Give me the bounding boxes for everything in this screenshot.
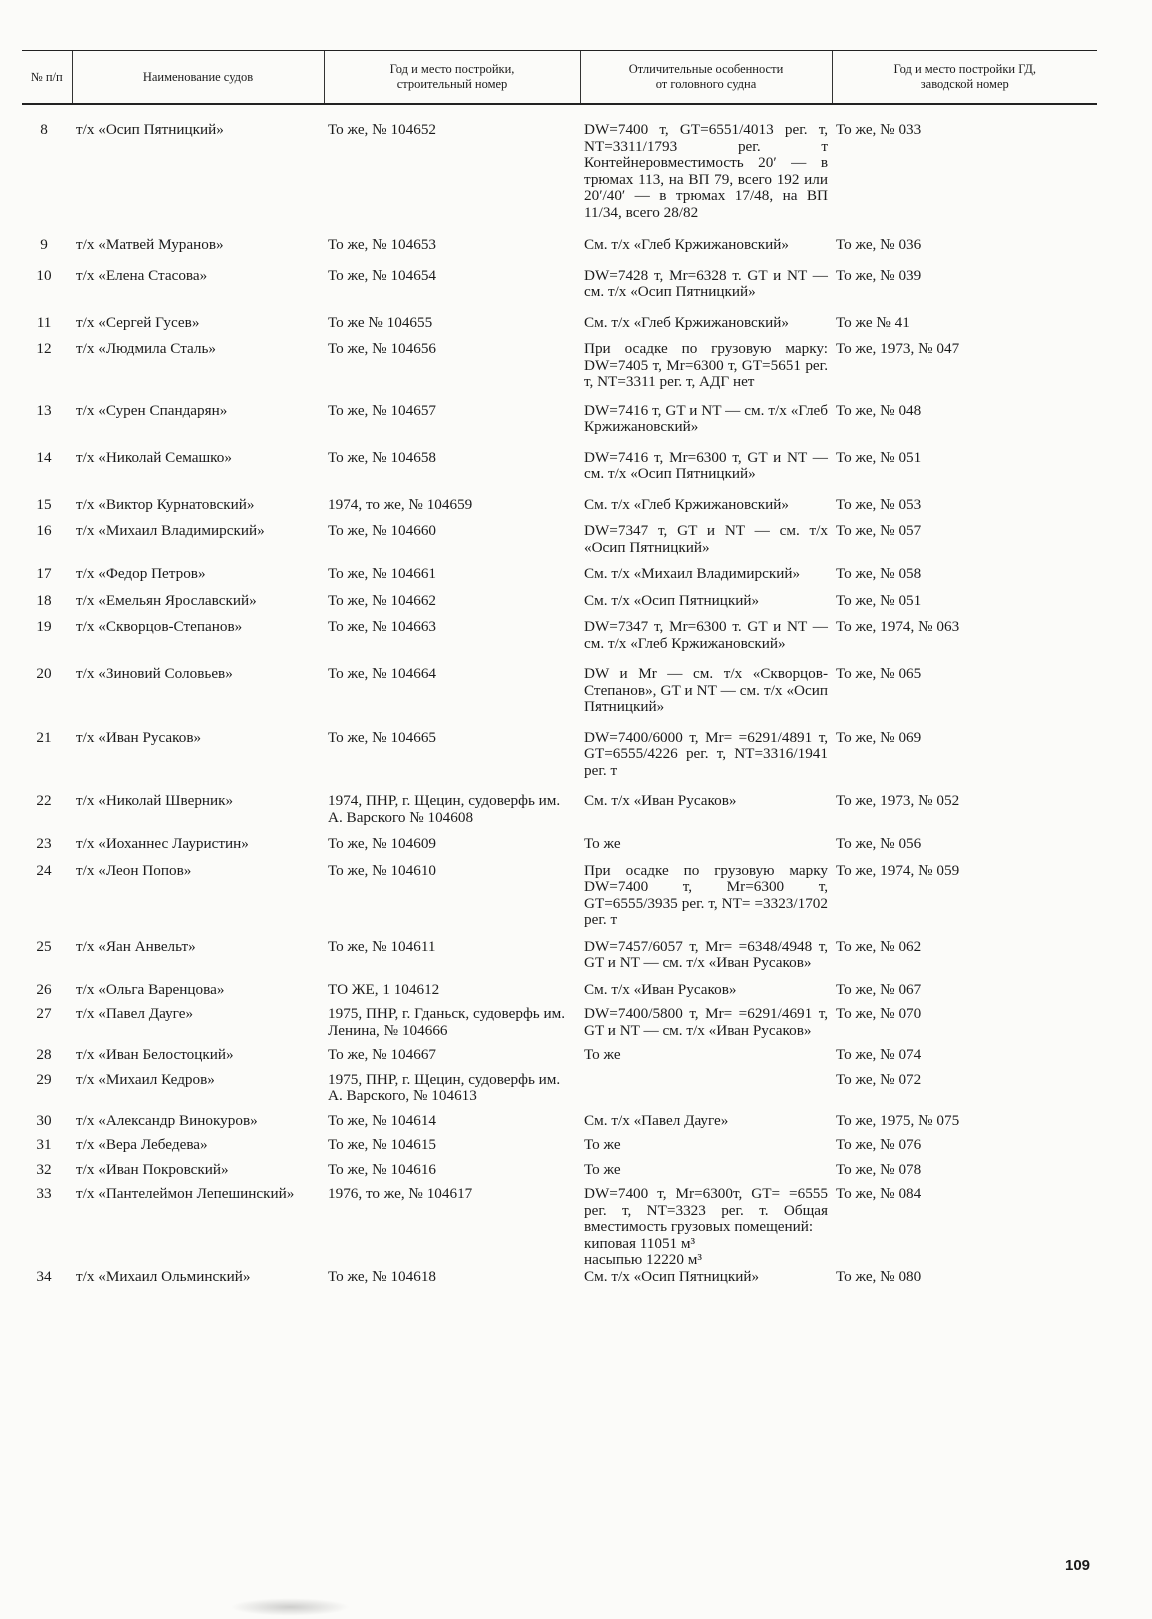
engine-build: То же, № 062 xyxy=(836,937,922,955)
build-year-place: То же, № 104664 xyxy=(328,665,437,682)
row-number: 19 xyxy=(36,618,52,635)
ship-name: т/х «Николай Шверник» xyxy=(76,792,234,809)
build-year-place: То же, № 104654 xyxy=(328,266,437,284)
header-distinctive-features: Отличительные особенности от головного судна xyxy=(580,51,832,105)
ship-name: т/х «Вера Лебедева» xyxy=(76,1136,208,1153)
row-number: 21 xyxy=(36,728,52,746)
distinctive-features: См. т/х «Глеб Кржижановский» xyxy=(584,236,790,253)
engine-build: То же, № 036 xyxy=(836,236,922,253)
distinctive-features: DW=7457/6057 т, Mr= =6348/4948 т, GT и NT — см. т/х «Иван Русаков» xyxy=(584,937,828,971)
row-number: 31 xyxy=(36,1136,52,1153)
row-number: 9 xyxy=(40,236,48,253)
distinctive-features: При осадке по грузовую марку DW=7400 т, Mr=6300 т, GT=6555/3935 рег. т, NT= =3323/1702 рег. т xyxy=(584,861,828,928)
row-number: 29 xyxy=(36,1070,52,1088)
table-row xyxy=(22,793,1097,836)
ship-name: т/х «Сурен Спандарян» xyxy=(76,401,228,419)
engine-build: То же, 1973, № 047 xyxy=(836,340,960,357)
build-year-place: То же, № 104665 xyxy=(328,728,437,746)
table-row xyxy=(22,315,1097,342)
row-number: 11 xyxy=(36,313,52,331)
engine-build: То же, № 065 xyxy=(836,665,922,682)
build-year-place: То же, № 104616 xyxy=(328,1160,437,1178)
distinctive-features: DW=7400/5800 т, Mr= =6291/4691 т, GT и NT — см. т/х «Иван Русаков» xyxy=(584,1005,828,1039)
header-engine-build: Год и место постройки ГД, заводской номер xyxy=(832,51,1097,105)
engine-build: То же, № 074 xyxy=(836,1046,922,1063)
ship-name: т/х «Осип Пятницкий» xyxy=(76,121,224,138)
table-row xyxy=(22,237,1097,268)
row-number: 32 xyxy=(36,1160,52,1178)
row-number: 26 xyxy=(36,980,52,998)
engine-build: То же, № 070 xyxy=(836,1005,922,1022)
row-number: 24 xyxy=(36,861,52,879)
row-number: 20 xyxy=(36,665,52,682)
table-row xyxy=(22,730,1097,794)
ship-name: т/х «Павел Дауге» xyxy=(76,1005,194,1022)
ship-name: т/х «Пантелеймон Лепешинский» xyxy=(76,1185,295,1202)
build-year-place: То же, № 104618 xyxy=(328,1267,437,1285)
build-year-place: То же, № 104661 xyxy=(328,565,437,582)
ship-name: т/х «Ольга Варенцова» xyxy=(76,980,225,998)
table-row xyxy=(22,1137,1097,1162)
distinctive-features xyxy=(580,1072,832,1113)
engine-build: То же № 41 xyxy=(836,313,910,331)
table-row xyxy=(22,619,1097,666)
build-year-place: То же, № 104610 xyxy=(328,861,437,879)
row-number: 25 xyxy=(36,937,52,955)
ship-name: т/х «Николай Семашко» xyxy=(76,448,232,466)
table-row xyxy=(22,593,1097,620)
ship-name: т/х «Зиновий Соловьев» xyxy=(76,665,233,682)
table-row xyxy=(22,1113,1097,1138)
distinctive-features: См. т/х «Осип Пятницкий» xyxy=(584,591,760,609)
row-number: 18 xyxy=(36,591,52,609)
engine-build: То же, № 072 xyxy=(836,1070,922,1088)
distinctive-features: См. т/х «Иван Русаков» xyxy=(584,792,737,809)
page-number: 109 xyxy=(1065,1557,1091,1574)
ship-name: т/х «Иван Русаков» xyxy=(76,728,202,746)
distinctive-features: См. т/х «Глеб Кржижановский» xyxy=(584,313,790,331)
row-number: 15 xyxy=(36,495,52,513)
engine-build: То же, № 057 xyxy=(836,522,922,539)
distinctive-features: DW=7428 т, Mr=6328 т. GT и NT — см. т/х «Осип Пятницкий» xyxy=(584,266,828,300)
table-row xyxy=(22,1269,1097,1286)
row-number: 13 xyxy=(36,401,52,419)
engine-build: То же, 1974, № 063 xyxy=(836,618,960,635)
build-year-place: То же, № 104667 xyxy=(328,1046,437,1063)
build-year-place: То же, № 104609 xyxy=(328,835,437,852)
engine-build: То же, 1974, № 059 xyxy=(836,861,960,879)
distinctive-features: То же xyxy=(584,1046,621,1063)
table-row xyxy=(22,939,1097,982)
engine-build: То же, № 056 xyxy=(836,835,922,852)
ship-name: т/х «Емельян Ярославский» xyxy=(76,591,257,609)
engine-build: То же, № 048 xyxy=(836,401,922,419)
engine-build: То же, № 084 xyxy=(836,1185,922,1202)
distinctive-features: См. т/х «Иван Русаков» xyxy=(584,980,737,998)
build-year-place: То же № 104655 xyxy=(328,313,433,331)
build-year-place: То же, № 104662 xyxy=(328,591,437,609)
distinctive-features: То же xyxy=(584,1160,621,1178)
distinctive-features: DW=7416 т, Mr=6300 т, GT и NT — см. т/х «Осип Пятницкий» xyxy=(584,448,828,482)
scan-smudge xyxy=(230,1598,350,1616)
table-row xyxy=(22,982,1097,1007)
ship-name: т/х «Михаил Владимирский» xyxy=(76,522,265,539)
distinctive-features: DW=7400 т, GT=6551/4013 рег. т, NT=3311/1793 рег. т Контейнеровместимость 20′ — в трюмах 113, на ВП 79, всего 192 или 20′/40′ — в трюмах 17/48, на ВП 11/34, всего 28/82 xyxy=(584,121,828,221)
ship-name: т/х «Матвей Муранов» xyxy=(76,236,224,253)
row-number: 14 xyxy=(36,448,52,466)
build-year-place: То же, № 104652 xyxy=(328,121,437,138)
distinctive-features: DW=7400 т, Mr=6300т, GT= =6555 рег. т, NT=3323 рег. т. Общая вместимость грузовых помещений: киповая 11051 м³ насыпью 12220 м³ xyxy=(584,1185,828,1268)
row-number: 22 xyxy=(36,792,52,809)
engine-build: То же, № 076 xyxy=(836,1136,922,1153)
distinctive-features: То же xyxy=(584,1136,621,1153)
row-number: 12 xyxy=(36,340,52,357)
distinctive-features: То же xyxy=(584,835,621,852)
table-row xyxy=(22,836,1097,863)
table-row xyxy=(22,341,1097,403)
table-row xyxy=(22,104,1097,237)
build-year-place: То же, № 104615 xyxy=(328,1136,437,1153)
row-number: 27 xyxy=(36,1005,52,1022)
ship-name: т/х «Сергей Гусев» xyxy=(76,313,200,331)
build-year-place: То же, № 104658 xyxy=(328,448,437,466)
engine-build: То же, № 053 xyxy=(836,495,922,513)
build-year-place: То же, № 104660 xyxy=(328,522,437,539)
document-page xyxy=(22,50,1097,1285)
header-ship-name: Наименование судов xyxy=(72,51,324,105)
engine-build: То же, № 051 xyxy=(836,591,922,609)
row-number: 8 xyxy=(40,121,48,138)
ship-name: т/х «Скворцов-Степанов» xyxy=(76,618,243,635)
table-row xyxy=(22,1047,1097,1072)
table-row xyxy=(22,666,1097,730)
row-number: 10 xyxy=(36,266,52,284)
distinctive-features: См. т/х «Михаил Владимирский» xyxy=(584,565,801,582)
build-year-place: То же, № 104656 xyxy=(328,340,437,357)
row-number: 28 xyxy=(36,1046,52,1063)
row-number: 30 xyxy=(36,1111,52,1129)
build-year-place: То же, № 104657 xyxy=(328,401,437,419)
table-row xyxy=(22,863,1097,939)
row-number: 33 xyxy=(36,1185,52,1202)
table-row xyxy=(22,268,1097,315)
ship-name: т/х «Михаил Кедров» xyxy=(76,1070,215,1088)
distinctive-features: См. т/х «Осип Пятницкий» xyxy=(584,1267,760,1285)
engine-build: То же, № 080 xyxy=(836,1267,922,1285)
engine-build: То же, № 069 xyxy=(836,728,922,746)
distinctive-features: DW=7347 т, GT и NT — см. т/х «Осип Пятницкий» xyxy=(584,522,828,556)
engine-build: То же, № 039 xyxy=(836,266,922,284)
ship-name: т/х «Иван Белостоцкий» xyxy=(76,1046,234,1063)
engine-build: То же, № 058 xyxy=(836,565,922,582)
row-number: 34 xyxy=(36,1267,52,1285)
distinctive-features: DW и Mr — см. т/х «Скворцов-Степанов», GT и NT — см. т/х «Осип Пятницкий» xyxy=(584,665,828,715)
build-year-place: ТО ЖЕ, 1 104612 xyxy=(328,980,440,998)
table-row xyxy=(22,403,1097,450)
build-year-place: 1974, то же, № 104659 xyxy=(328,495,473,513)
row-number: 16 xyxy=(36,522,52,539)
header-build-year-place: Год и место постройки, строительный номер xyxy=(324,51,580,105)
distinctive-features: См. т/х «Павел Дауге» xyxy=(584,1111,729,1129)
build-year-place: 1975, ПНР, г. Щецин, судоверфь им. А. Варского, № 104613 xyxy=(328,1070,561,1104)
build-year-place: 1974, ПНР, г. Щецин, судоверфь им. А. Варского № 104608 xyxy=(328,792,561,826)
row-number: 23 xyxy=(36,835,52,852)
ship-name: т/х «Яан Анвельт» xyxy=(76,937,196,955)
distinctive-features: DW=7347 т, Mr=6300 т. GT и NT — см. т/х «Глеб Кржижановский» xyxy=(584,618,828,652)
engine-build: То же, 1973, № 052 xyxy=(836,792,960,809)
table-row xyxy=(22,1162,1097,1187)
engine-build: То же, № 078 xyxy=(836,1160,922,1178)
distinctive-features: DW=7416 т, GT и NT — см. т/х «Глеб Кржижановский» xyxy=(584,401,828,435)
ship-name: т/х «Иоханнес Лауристин» xyxy=(76,835,249,852)
ship-name: т/х «Иван Покровский» xyxy=(76,1160,229,1178)
ship-name: т/х «Александр Винокуров» xyxy=(76,1111,258,1129)
table-header xyxy=(22,51,1097,105)
build-year-place: То же, № 104611 xyxy=(328,937,436,955)
distinctive-features: См. т/х «Глеб Кржижановский» xyxy=(584,495,790,513)
table-row xyxy=(22,566,1097,593)
distinctive-features: DW=7400/6000 т, Mr= =6291/4891 т, GT=6555/4226 рег. т, NT=3316/1941 рег. т xyxy=(584,728,828,779)
engine-build: То же, № 033 xyxy=(836,121,922,138)
ship-name: т/х «Виктор Курнатовский» xyxy=(76,495,255,513)
row-number: 17 xyxy=(36,565,52,582)
ship-name: т/х «Людмила Сталь» xyxy=(76,340,217,357)
build-year-place: То же, № 104614 xyxy=(328,1111,437,1129)
build-year-place: 1976, то же, № 104617 xyxy=(328,1185,473,1202)
distinctive-features: При осадке по грузовую марку: DW=7405 т, Mr=6300 т, GT=5651 рег. т, NT=3311 рег. т, АДГ нет xyxy=(584,340,828,390)
header-number: № п/п xyxy=(22,51,72,105)
table-row xyxy=(22,450,1097,497)
ship-name: т/х «Леон Попов» xyxy=(76,861,192,879)
engine-build: То же, № 051 xyxy=(836,448,922,466)
table-row xyxy=(22,523,1097,566)
table-row xyxy=(22,1072,1097,1113)
ship-name: т/х «Елена Стасова» xyxy=(76,266,208,284)
engine-build: То же, № 067 xyxy=(836,980,922,998)
build-year-place: То же, № 104663 xyxy=(328,618,437,635)
ship-name: т/х «Федор Петров» xyxy=(76,565,206,582)
engine-build: То же, 1975, № 075 xyxy=(836,1111,960,1129)
table-body xyxy=(22,104,1097,1285)
ships-table xyxy=(22,50,1097,1285)
ship-name: т/х «Михаил Ольминский» xyxy=(76,1267,251,1285)
table-row xyxy=(22,1006,1097,1047)
table-row xyxy=(22,497,1097,524)
build-year-place: 1975, ПНР, г. Гданьск, судоверфь им. Ленина, № 104666 xyxy=(328,1005,566,1039)
table-row xyxy=(22,1186,1097,1269)
build-year-place: То же, № 104653 xyxy=(328,236,437,253)
